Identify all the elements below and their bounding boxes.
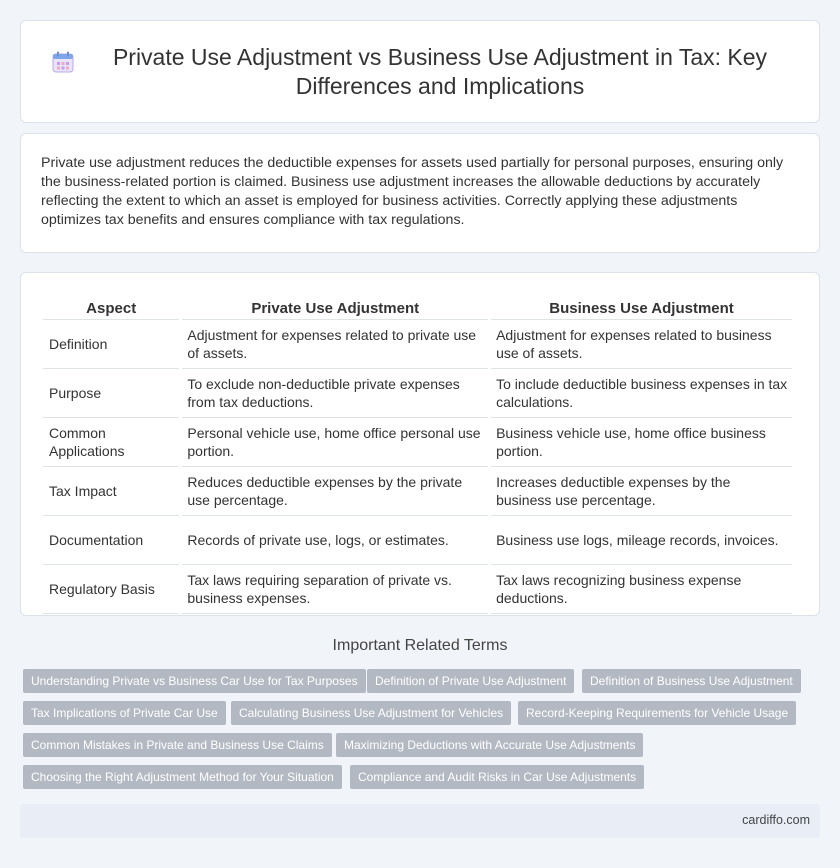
cell-aspect: Common Applications (43, 418, 179, 467)
cell-business: Increases deductible expenses by the business use percentage. (491, 467, 792, 516)
cell-aspect: Tax Impact (43, 467, 179, 516)
cell-business: Tax laws recognizing business expense deductions. (491, 565, 792, 614)
related-term-tag[interactable]: Compliance and Audit Risks in Car Use Adjustments (350, 765, 644, 789)
cell-business: To include deductible business expenses in tax calculations. (491, 369, 792, 418)
related-term-tag[interactable]: Calculating Business Use Adjustment for Vehicles (231, 701, 511, 725)
cell-private: Records of private use, logs, or estimates. (182, 516, 488, 565)
table-row (43, 565, 792, 614)
table-row (43, 369, 792, 418)
cell-private: Adjustment for expenses related to private use of assets. (182, 320, 488, 369)
header-aspect: Aspect (43, 293, 179, 320)
cell-business: Business vehicle use, home office business portion. (491, 418, 792, 467)
cell-private: To exclude non-deductible private expenses from tax deductions. (182, 369, 488, 418)
cell-private: Reduces deductible expenses by the private use percentage. (182, 467, 488, 516)
cell-aspect: Regulatory Basis (43, 565, 179, 614)
cell-aspect: Definition (43, 320, 179, 369)
related-term-tag[interactable]: Definition of Business Use Adjustment (582, 669, 801, 693)
table-row (43, 516, 792, 565)
page-title: Private Use Adjustment vs Business Use Adjustment in Tax: Key Differences and Implications (112, 43, 768, 99)
related-term-tag[interactable]: Tax Implications of Private Car Use (23, 701, 226, 725)
table-header-row (43, 293, 792, 320)
intro-paragraph: Private use adjustment reduces the deductible expenses for assets used partially for personal purposes, ensuring only the business-related portion is claimed. Business use adjustment increases the allowable deductions by accurately reflecting the extent to which an asset is employed for business activities. Correctly applying these adjustments optimizes tax benefits and ensures compliance with tax regulations. (41, 155, 784, 228)
table-row (43, 467, 792, 516)
related-term-tag[interactable]: Choosing the Right Adjustment Method for Your Situation (23, 765, 342, 789)
footer (20, 804, 820, 838)
calendar-icon (50, 49, 76, 75)
header-business: Business Use Adjustment (491, 293, 792, 320)
related-term-tag[interactable]: Common Mistakes in Private and Business Use Claims (23, 733, 332, 757)
title-card (20, 20, 820, 123)
related-term-tag[interactable]: Maximizing Deductions with Accurate Use Adjustments (336, 733, 643, 757)
related-term-tag[interactable]: Understanding Private vs Business Car Use for Tax Purposes (23, 669, 366, 693)
cell-private: Personal vehicle use, home office personal use portion. (182, 418, 488, 467)
cell-business: Business use logs, mileage records, invoices. (491, 516, 792, 565)
cell-aspect: Documentation (43, 516, 179, 565)
cell-business: Adjustment for expenses related to business use of assets. (491, 320, 792, 369)
related-terms-title: Important Related Terms (332, 637, 508, 654)
cell-private: Tax laws requiring separation of private vs. business expenses. (182, 565, 488, 614)
intro-card (20, 133, 820, 253)
related-term-tag[interactable]: Record-Keeping Requirements for Vehicle Usage (518, 701, 796, 725)
cell-aspect: Purpose (43, 369, 179, 418)
comparison-card (20, 272, 820, 616)
related-term-tag[interactable]: Definition of Private Use Adjustment (367, 669, 574, 693)
footer-site[interactable]: cardiffo.com (742, 813, 810, 827)
header-private: Private Use Adjustment (182, 293, 488, 320)
table-row (43, 320, 792, 369)
table-row (43, 418, 792, 467)
comparison-table (40, 293, 795, 614)
